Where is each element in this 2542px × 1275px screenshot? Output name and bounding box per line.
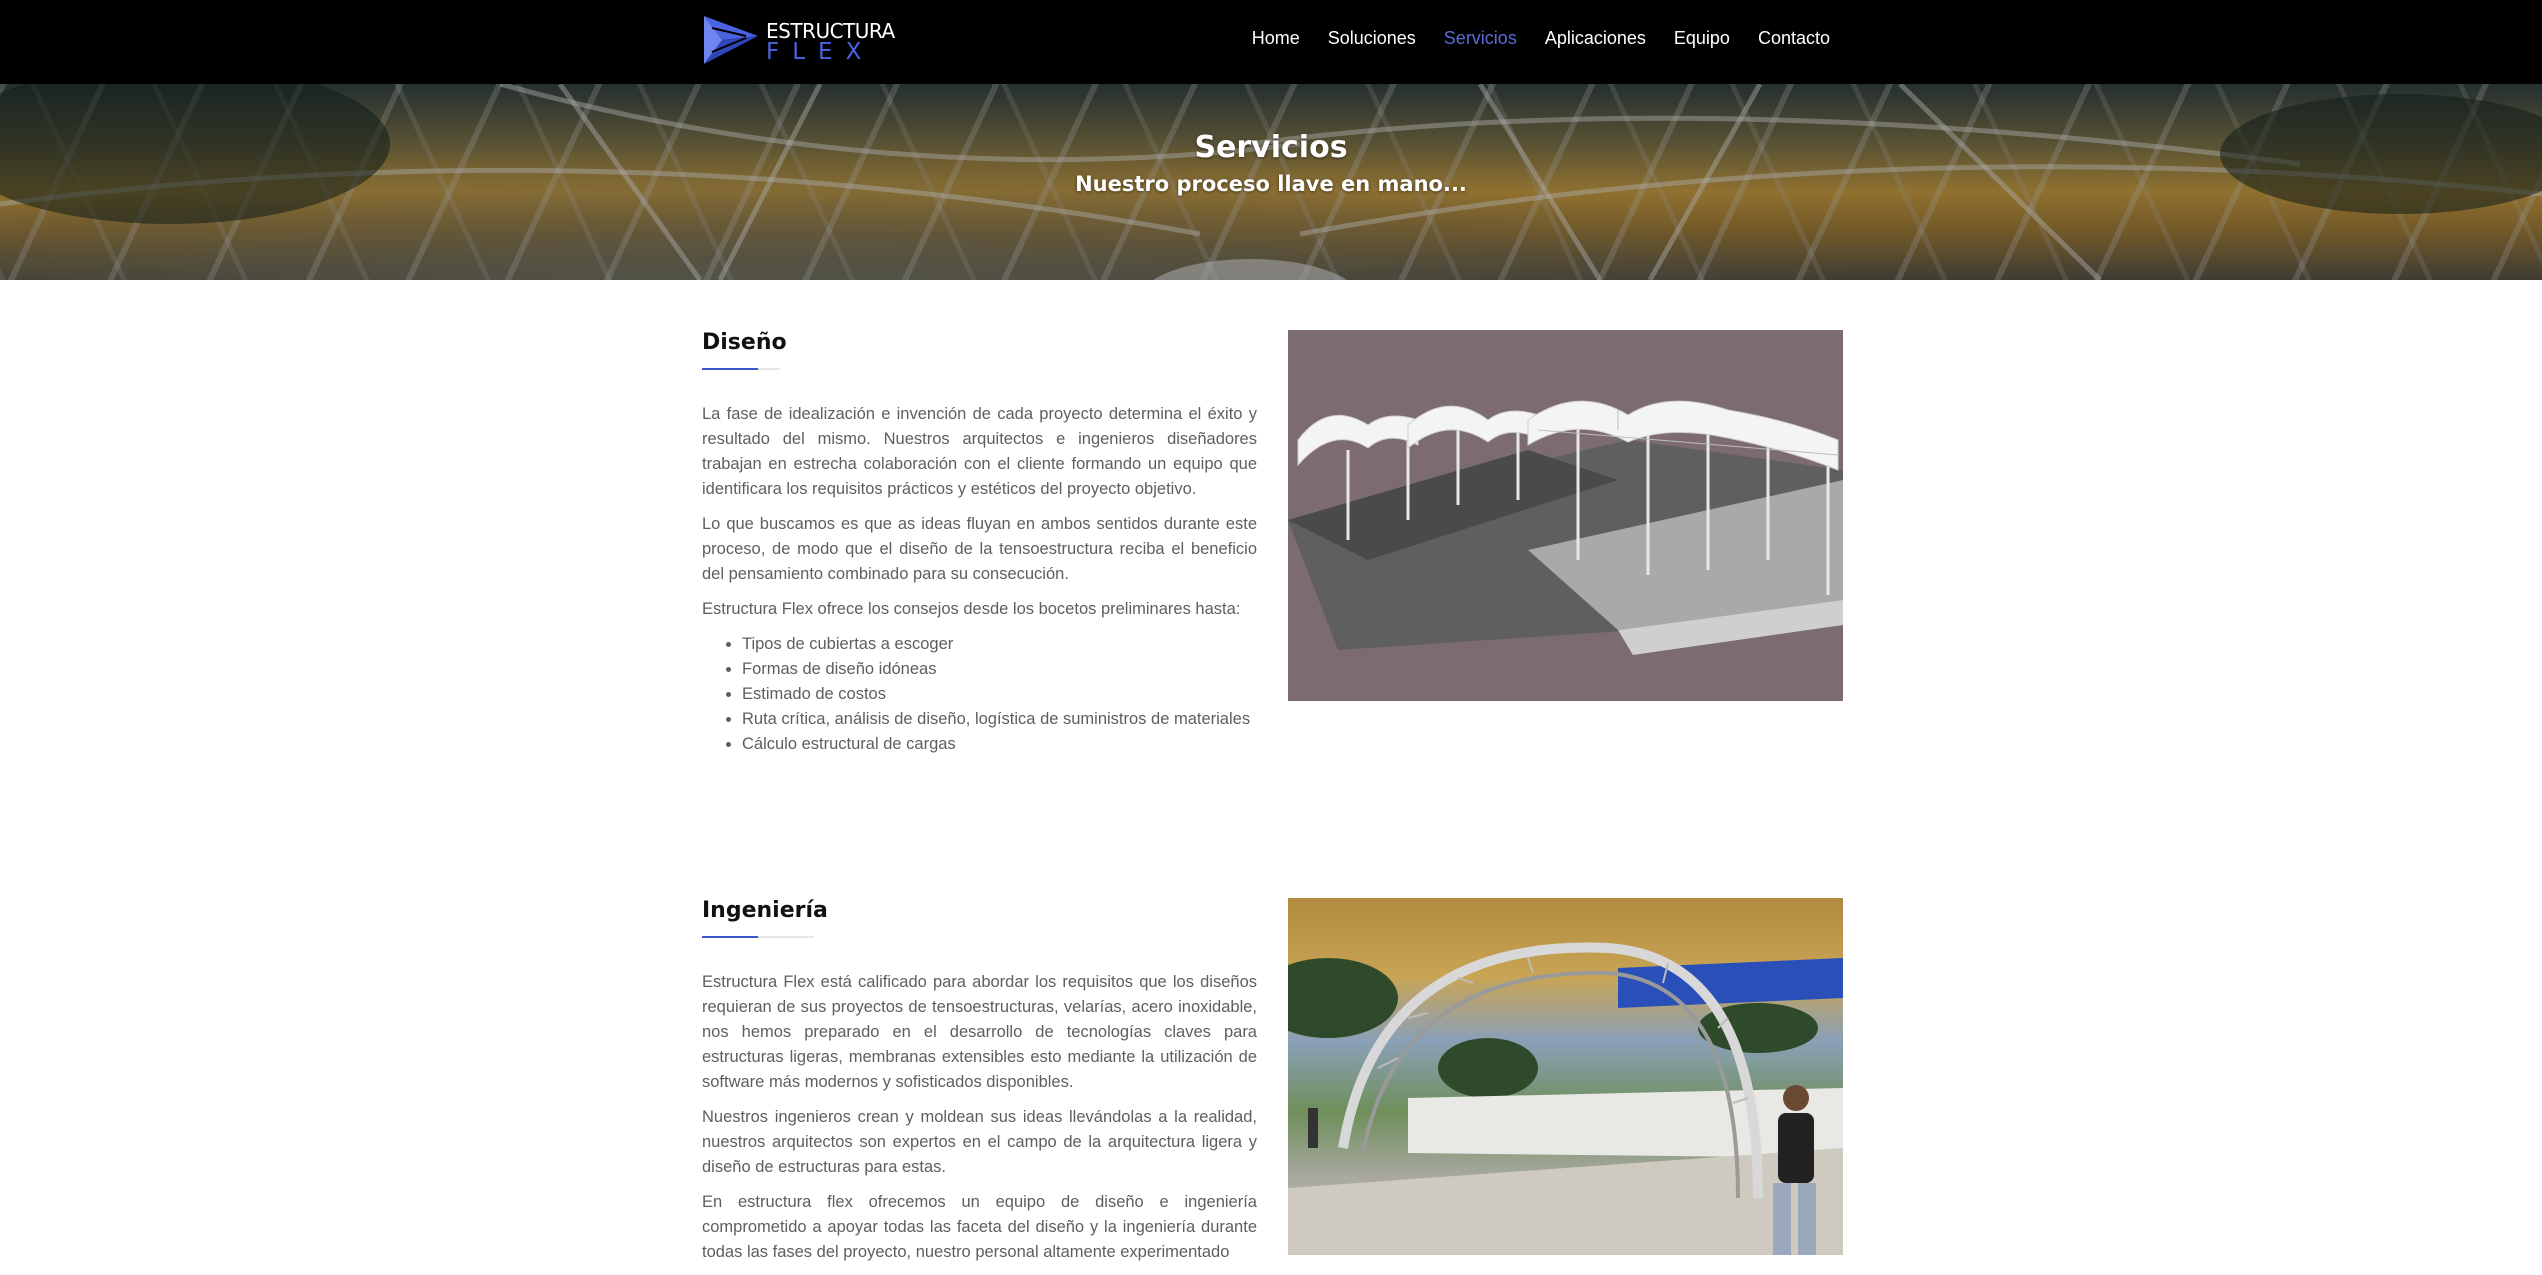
paragraph: Lo que buscamos es que as ideas fluyan en ambos sentidos durante este proceso, de modo que el diseño de la tensoestructura reciba el beneficio del pensamiento combinado para su consecución. <box>702 515 1257 583</box>
nav-equipo[interactable]: Equipo <box>1673 27 1730 48</box>
section-body <box>702 402 1257 757</box>
paragraph: La fase de idealización e invención de cada proyecto determina el éxito y resultado del mismo. Nuestros arquitectos e ingenieros diseñadores trabajan en estrecha colaboración con el cliente formando un equipo que identificara los requisitos prácticos y estéticos del proyecto objetivo. <box>702 405 1257 498</box>
nav-soluciones[interactable]: Soluciones <box>1327 27 1416 48</box>
list-item: • Cálculo estructural de cargas <box>742 732 1257 757</box>
logo-wing-icon <box>702 14 760 66</box>
paragraph: En estructura flex ofrecemos un equipo de diseño e ingeniería comprometido a apoyar todas las faceta del diseño y la ingeniería durante todas las fases del proyecto, nuestro personal altamente experimentado <box>702 1193 1257 1261</box>
nav-home[interactable]: Home <box>1251 27 1300 48</box>
list-item: • Tipos de cubiertas a escoger <box>742 632 1257 657</box>
page-title: Servicios <box>1194 130 1348 165</box>
navbar <box>0 0 2542 84</box>
paragraph: Estructura Flex ofrece los consejos desde los bocetos preliminares hasta: <box>702 600 1241 618</box>
engineering-photo-image <box>1288 898 1843 1255</box>
brand-line1: ESTRUCTURA <box>766 19 895 43</box>
main-nav <box>1224 0 1830 76</box>
services-list <box>702 632 1257 757</box>
section-diseno <box>702 330 1843 770</box>
design-render-image <box>1288 330 1843 701</box>
brand-logo[interactable] <box>702 14 902 66</box>
paragraph: Estructura Flex está calificado para abordar los requisitos que los diseños requieran de sus proyectos de tensoestructuras, velarías, acero inoxidable, nos hemos preparado en el desarrollo de tecnologías claves para estructuras ligeras, membranas extensibles esto mediante la utilización de software más modernos y sofisticados disponibles. <box>702 973 1257 1091</box>
nav-servicios[interactable]: Servicios <box>1443 27 1517 48</box>
list-item: • Estimado de costos <box>742 682 1257 707</box>
section-title: Diseño <box>702 330 787 355</box>
nav-aplicaciones[interactable]: Aplicaciones <box>1544 27 1646 48</box>
hero-banner <box>0 84 2542 280</box>
section-body <box>702 970 1257 1275</box>
list-item: • Formas de diseño idóneas <box>742 657 1257 682</box>
list-item: • Ruta crítica, análisis de diseño, logística de suministros de materiales <box>742 707 1257 732</box>
page-subtitle: Nuestro proceso llave en mano... <box>1075 172 1467 196</box>
paragraph: Nuestros ingenieros crean y moldean sus ideas llevándolas a la realidad, nuestros arquitectos son expertos en el campo de la arquitectura ligera y diseño de estructuras para estas. <box>702 1108 1257 1176</box>
brand-line2: FLEX <box>766 39 875 65</box>
section-ingenieria <box>702 898 1843 1261</box>
title-underline <box>702 936 814 938</box>
nav-contacto[interactable]: Contacto <box>1757 27 1830 48</box>
title-underline <box>702 368 780 370</box>
section-title: Ingeniería <box>702 898 828 923</box>
